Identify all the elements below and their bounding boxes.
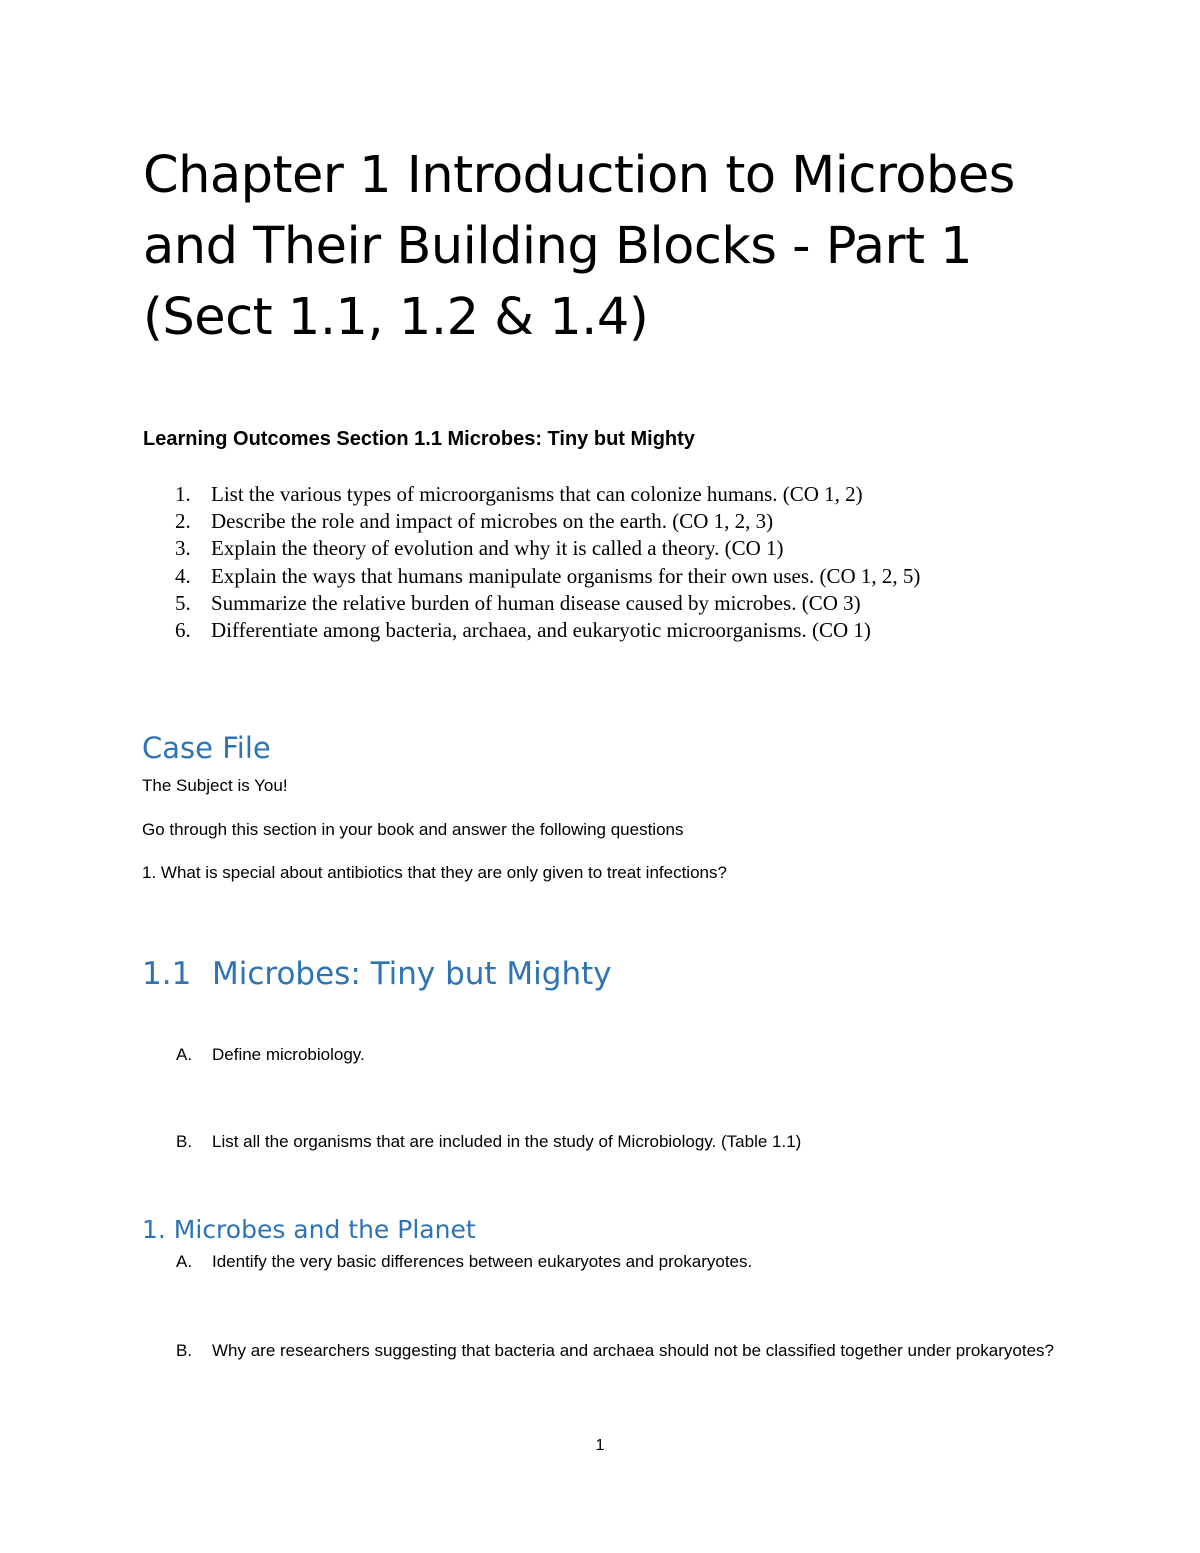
list-item-number: 4. [175, 563, 191, 588]
list-item-number: 6. [175, 617, 191, 642]
list-item-text: Summarize the relative burden of human disease caused by microbes. (CO 3) [211, 590, 861, 615]
question-letter: B. [176, 1132, 193, 1151]
list-item-text: Explain the ways that humans manipulate organisms for their own uses. (CO 1, 2, 5) [211, 563, 921, 588]
case-file-instruction: Go through this section in your book and answer the following questions [142, 820, 684, 839]
learning-outcomes-heading: Learning Outcomes Section 1.1 Microbes: Tiny but Mighty [143, 428, 695, 450]
list-item-number: 1. [175, 482, 191, 506]
case-file-question: 1. What is special about antibiotics that they are only given to treat infections? [142, 863, 727, 882]
question-letter: A. [176, 1045, 193, 1064]
section-title: Microbes: Tiny but Mighty [212, 956, 612, 992]
case-file-heading: Case File [142, 731, 271, 765]
question-text: Define microbiology. [212, 1045, 365, 1064]
case-file-subject: The Subject is You! [142, 776, 288, 795]
question-text: List all the organisms that are included in the study of Microbiology. (Table 1.1) [212, 1132, 802, 1151]
question-text: Why are researchers suggesting that bacteria and archaea should not be classified together under prokaryotes? [212, 1341, 1054, 1360]
question-letter: A. [176, 1252, 193, 1271]
page-number: 1 [595, 1437, 605, 1454]
question-letter: B. [176, 1341, 193, 1360]
list-item-number: 2. [175, 509, 191, 534]
question-text: Identify the very basic differences between eukaryotes and prokaryotes. [212, 1252, 753, 1271]
section-heading [142, 952, 612, 996]
subsection-heading: 1. Microbes and the Planet [142, 1215, 476, 1244]
section-number: 1.1 [142, 956, 192, 992]
list-item-number: 3. [175, 536, 191, 561]
list-item-number: 5. [175, 590, 191, 615]
document-title: Chapter 1 Introduction to Microbes and Their Building Blocks - Part 1 (Sect 1.1, 1.2 & 1.4) [143, 146, 1015, 347]
list-item-text: Explain the theory of evolution and why it is called a theory. (CO 1) [211, 536, 784, 561]
list-item-text: Differentiate among bacteria, archaea, and eukaryotic microorganisms. (CO 1) [211, 617, 871, 642]
list-item-text: List the various types of microorganisms that can colonize humans. (CO 1, 2) [211, 482, 863, 506]
list-item-text: Describe the role and impact of microbes on the earth. (CO 1, 2, 3) [211, 509, 774, 534]
